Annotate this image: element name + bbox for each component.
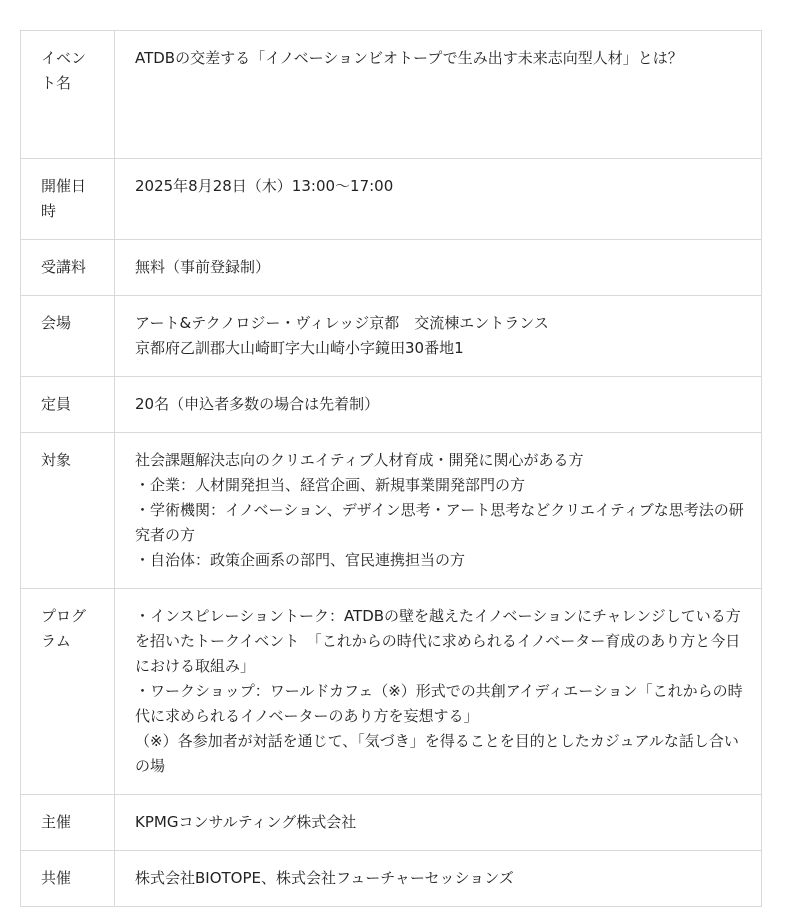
table-row-coorganizer (21, 851, 762, 907)
date-value: 2025年8月28日（木）13:00～17:00 (115, 159, 762, 240)
target-value (115, 433, 762, 589)
venue-label: 会場 (21, 296, 115, 377)
target-line: ・学術機関：イノベーション、デザイン思考・アート思考などクリエイティブな思考法の研究者の方 (135, 501, 744, 544)
table-row-organizer (21, 795, 762, 851)
target-label: 対象 (21, 433, 115, 589)
organizer-value: KPMGコンサルティング株式会社 (115, 795, 762, 851)
program-line: ・インスピレーショントーク：ATDBの壁を越えたイノベーションにチャレンジしている方を招いたトークイベント 「これからの時代に求められるイノベーター育成のあり方と今日における取組み」 (135, 607, 741, 675)
capacity-label: 定員 (21, 377, 115, 433)
program-label: プログラム (21, 589, 115, 795)
table-row-capacity (21, 377, 762, 433)
venue-address: 京都府乙訓郡大山崎町字大山崎小字鏡田30番地1 (135, 339, 464, 357)
capacity-value: 20名（申込者多数の場合は先着制） (115, 377, 762, 433)
organizer-label: 主催 (21, 795, 115, 851)
program-line: ・ワークショップ：ワールドカフェ（※）形式での共創アイディエーション「これからの時代に求められるイノベーターのあり方を妄想する」 (135, 682, 743, 725)
fee-label: 受講料 (21, 240, 115, 296)
table-row-target (21, 433, 762, 589)
table-row-event-name (21, 31, 762, 159)
table-row-venue (21, 296, 762, 377)
table-row-program (21, 589, 762, 795)
target-line: ・自治体：政策企画系の部門、官民連携担当の方 (135, 551, 466, 569)
target-line: ・企業：人材開発担当、経営企画、新規事業開発部門の方 (135, 476, 526, 494)
coorganizer-value: 株式会社BIOTOPE、株式会社フューチャーセッションズ (115, 851, 762, 907)
coorganizer-label: 共催 (21, 851, 115, 907)
event-name-label: イベント名 (21, 31, 115, 159)
table-row-date (21, 159, 762, 240)
date-label: 開催日時 (21, 159, 115, 240)
table-row-fee (21, 240, 762, 296)
program-value (115, 589, 762, 795)
venue-value (115, 296, 762, 377)
fee-value: 無料（事前登録制） (115, 240, 762, 296)
event-details-table (20, 30, 762, 907)
venue-name: アート&テクノロジー・ヴィレッジ京都 交流棟エントランス (135, 314, 549, 332)
event-name-value: ATDBの交差する「イノベーションビオトープで生み出す未来志向型人材」とは？ (115, 31, 762, 159)
program-line: （※）各参加者が対話を通じて、「気づき」を得ることを目的としたカジュアルな話し合いの場 (135, 732, 739, 775)
target-line: 社会課題解決志向のクリエイティブ人材育成・開発に関心がある方 (135, 451, 584, 469)
